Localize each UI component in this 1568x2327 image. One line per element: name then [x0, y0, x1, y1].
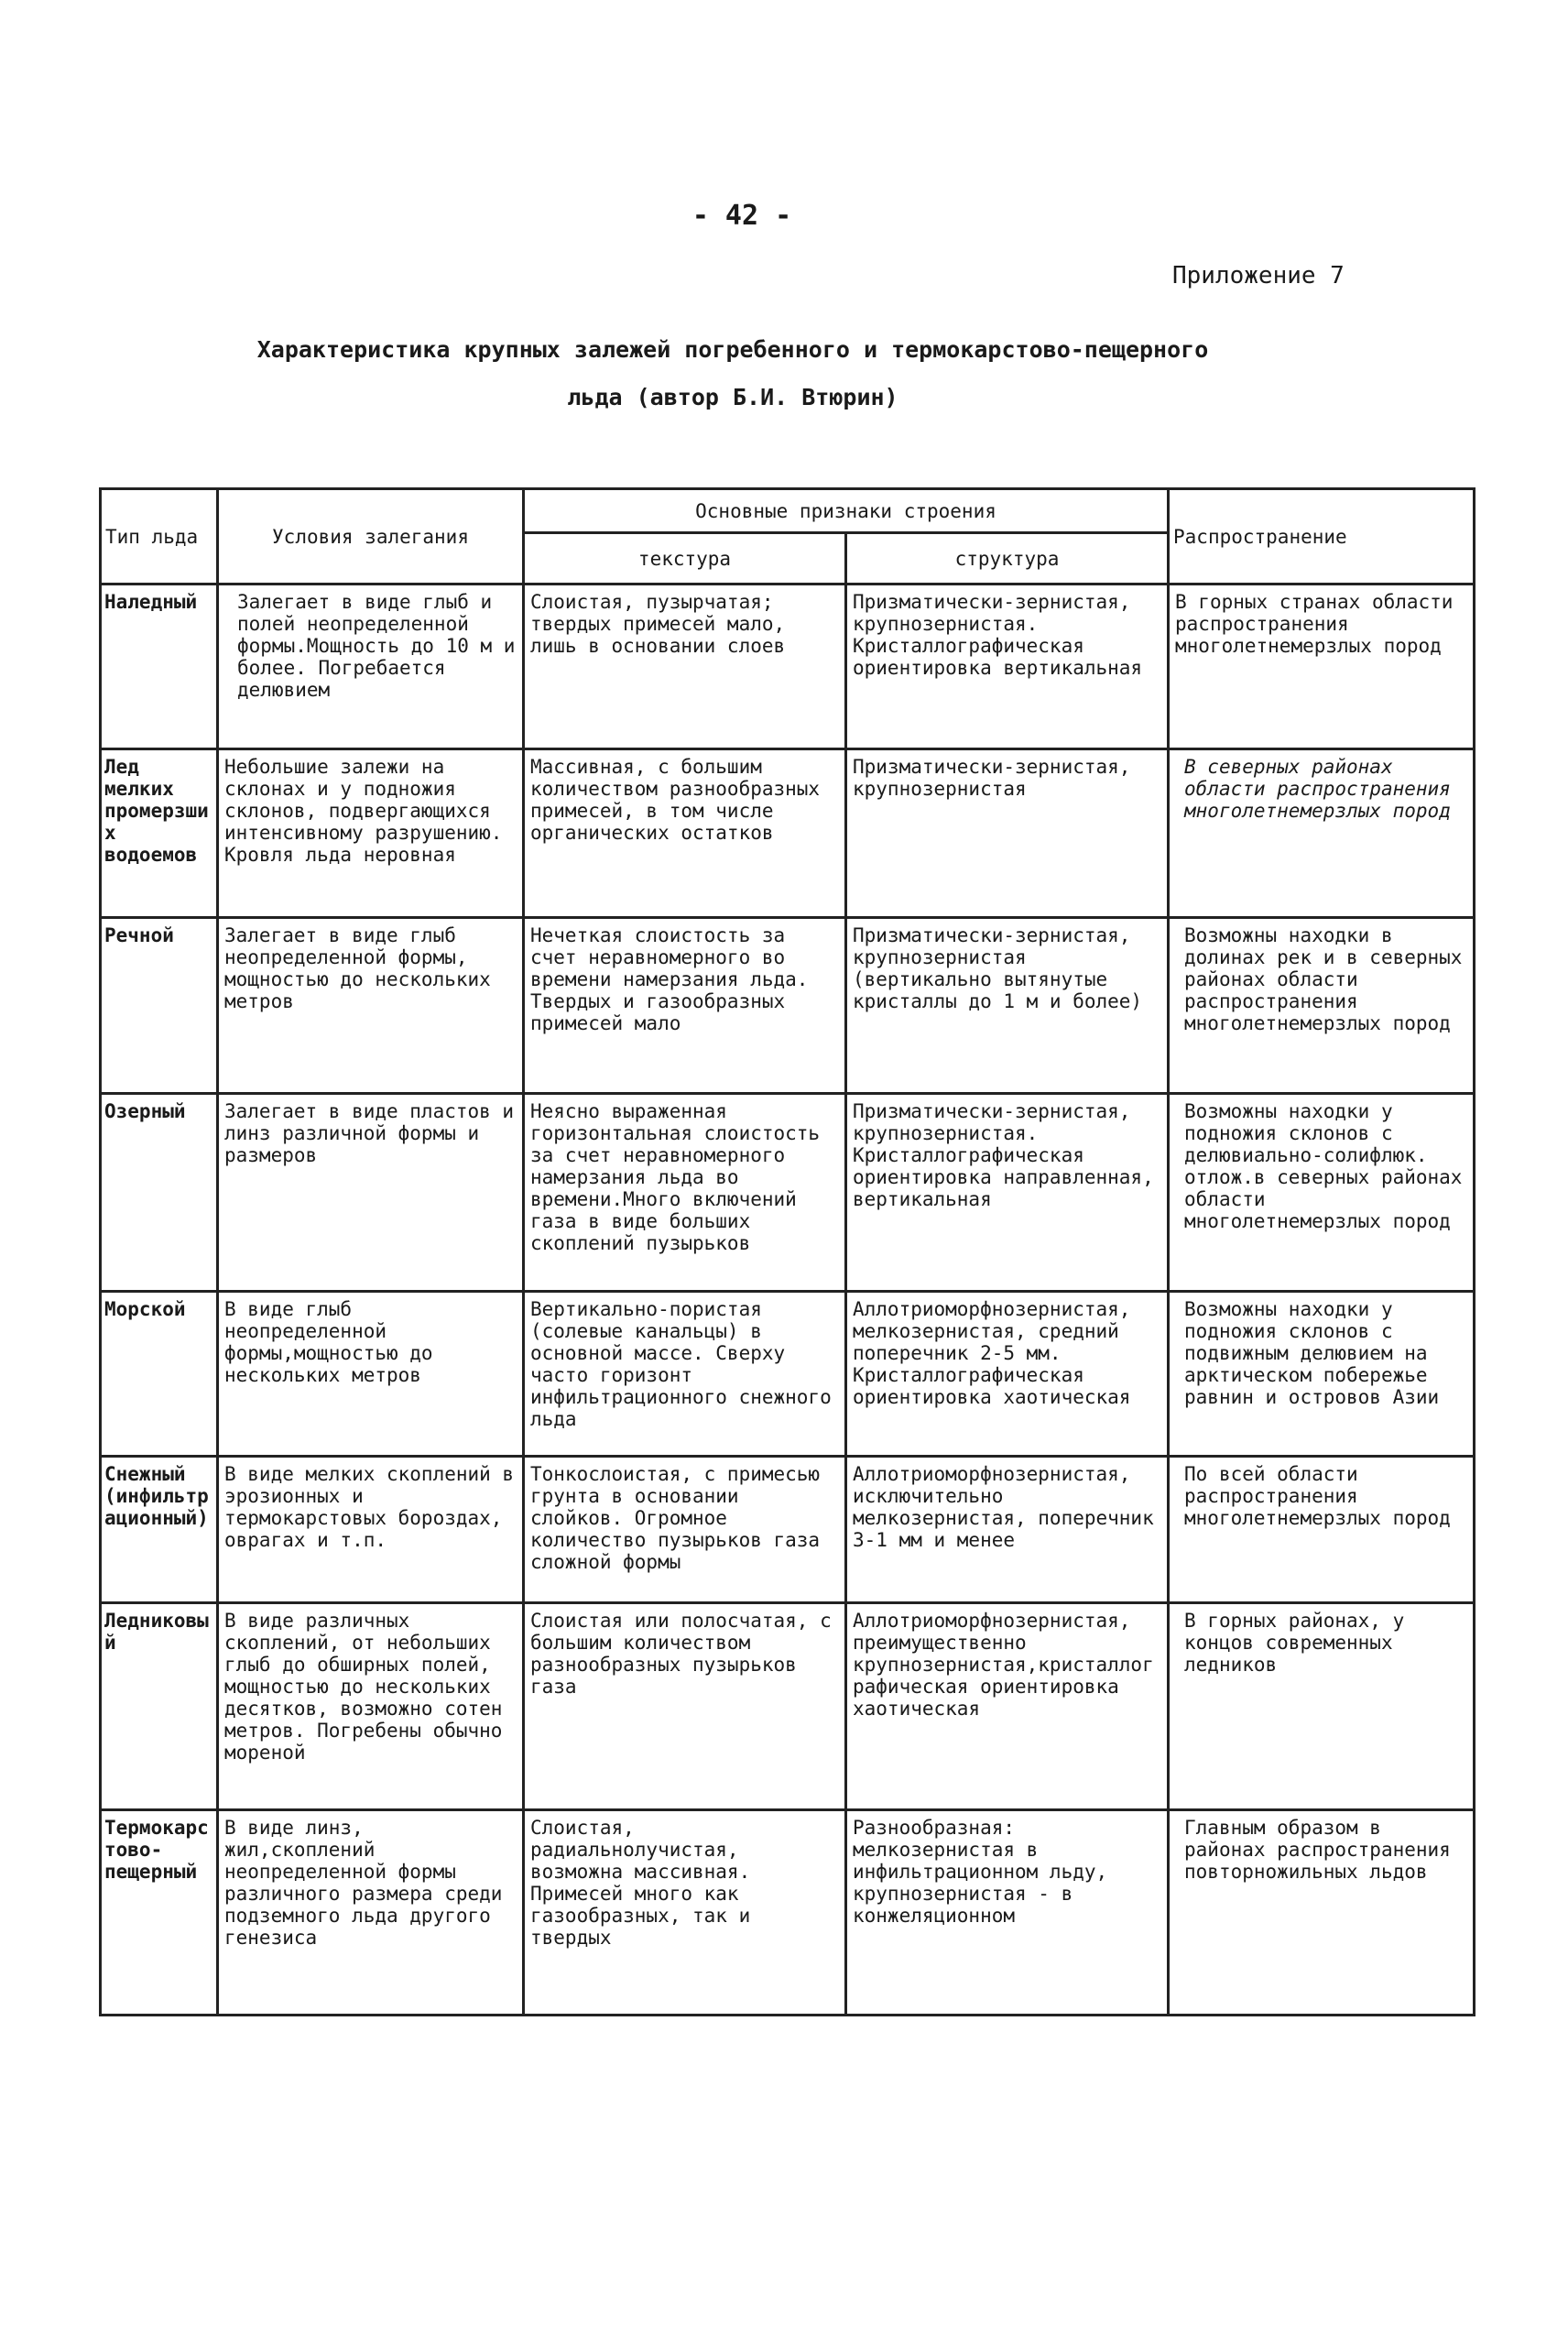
cell-conditions: Небольшие залежи на склонах и у подножия склонов, подвергающихся интенсивному разрушению. Кровля льда неровная: [218, 749, 524, 918]
cell-texture: Неясно выраженная горизонтальная слоистость за счет неравномерного намерзания льда во времени.Много включений газа в виде больших скоплений пузырьков: [524, 1094, 846, 1292]
header-spread: Распространение: [1169, 489, 1475, 584]
table-row: [101, 918, 1475, 1094]
header-conditions: Условия залегания: [218, 489, 524, 584]
cell-structure: Аллотриоморфнозернистая, преимущественно крупнозернистая,кристаллографическая ориентировка хаотическая: [846, 1603, 1169, 1810]
title-line-1: Характеристика крупных залежей погребенного и термокарстово-пещерного: [256, 336, 1209, 363]
cell-spread: Возможны находки у подножия склонов с делювиально-солифлюк. отлож.в северных районах области многолетнемерзлых пород: [1169, 1094, 1475, 1292]
cell-spread: В горных районах, у концов современных ледников: [1169, 1603, 1475, 1810]
cell-conditions: Залегает в виде пластов и линз различной формы и размеров: [218, 1094, 524, 1292]
header-texture: текстура: [524, 533, 846, 584]
cell-spread: По всей области распространения многолетнемерзлых пород: [1169, 1457, 1475, 1603]
cell-type: Морской: [101, 1292, 218, 1457]
table-row: [101, 1292, 1475, 1457]
cell-spread: Главным образом в районах распространения повторножильных льдов: [1169, 1810, 1475, 2016]
page-number: - 42 -: [691, 200, 792, 232]
header-type: Тип льда: [101, 489, 218, 584]
cell-texture: Массивная, с большим количеством разнообразных примесей, в том числе органических остатков: [524, 749, 846, 918]
cell-structure: Аллотриоморфнозернистая, исключительно мелкозернистая, поперечник 3-1 мм и менее: [846, 1457, 1169, 1603]
ice-deposits-table: [99, 487, 1475, 2016]
cell-conditions: Залегает в виде глыб и полей неопределенной формы.Мощность до 10 м и более. Погребается делювием: [218, 584, 524, 749]
cell-texture: Нечеткая слоистость за счет неравномерного во времени намерзания льда. Твердых и газообразных примесей мало: [524, 918, 846, 1094]
cell-structure: Призматически-зернистая, крупнозернистая. Кристаллографическая ориентировка вертикальная: [846, 584, 1169, 749]
cell-spread: В горных странах области распространения многолетнемерзлых пород: [1169, 584, 1475, 749]
table-row: [101, 749, 1475, 918]
cell-type: Речной: [101, 918, 218, 1094]
table-row: [101, 1603, 1475, 1810]
cell-structure: Призматически-зернистая, крупнозернистая: [846, 749, 1169, 918]
cell-texture: Тонкослоистая, с примесью грунта в основании слойков. Огромное количество пузырьков газа сложной формы: [524, 1457, 846, 1603]
cell-spread: Возможны находки у подножия склонов с подвижным делювием на арктическом побережье равнин и островов Азии: [1169, 1292, 1475, 1457]
cell-spread: В северных районах области распространения многолетнемерзлых пород: [1169, 749, 1475, 918]
cell-structure: Призматически-зернистая, крупнозернистая. Кристаллографическая ориентировка направленная, вертикальная: [846, 1094, 1169, 1292]
cell-texture: Вертикально-пористая (солевые канальцы) в основной массе. Сверху часто горизонт инфильтрационного снежного льда: [524, 1292, 846, 1457]
appendix-label: Приложение 7: [1172, 262, 1345, 290]
table-row: [101, 1810, 1475, 2016]
cell-type: Снежный (инфильтрационный): [101, 1457, 218, 1603]
cell-structure: Аллотриоморфнозернистая, мелкозернистая, средний поперечник 2-5 мм. Кристаллографическая ориентировка хаотическая: [846, 1292, 1169, 1457]
cell-structure: Призматически-зернистая, крупнозернистая (вертикально вытянутые кристаллы до 1 м и более): [846, 918, 1169, 1094]
cell-type: Лед мелких промерзших водоемов: [101, 749, 218, 918]
cell-type: Ледниковый: [101, 1603, 218, 1810]
cell-texture: Слоистая или полосчатая, с большим количеством разнообразных пузырьков газа: [524, 1603, 846, 1810]
cell-conditions: В виде различных скоплений, от небольших глыб до обширных полей, мощностью до нескольких десятков, возможно сотен метров. Погребены обычно мореной: [218, 1603, 524, 1810]
header-structure: структура: [846, 533, 1169, 584]
cell-type: Термокарстово-пещерный: [101, 1810, 218, 2016]
table-row: [101, 584, 1475, 749]
cell-conditions: Залегает в виде глыб неопределенной формы, мощностью до нескольких метров: [218, 918, 524, 1094]
cell-conditions: В виде линз, жил,скоплений неопределенной формы различного размера среди подземного льда другого генезиса: [218, 1810, 524, 2016]
cell-structure: Разнообразная: мелкозернистая в инфильтрационном льду, крупнозернистая - в конжеляционном: [846, 1810, 1169, 2016]
document-title: [92, 326, 1374, 421]
cell-conditions: В виде мелких скоплений в эрозионных и термокарстовых бороздах, оврагах и т.п.: [218, 1457, 524, 1603]
cell-type: Наледный: [101, 584, 218, 749]
table-row: [101, 1457, 1475, 1603]
cell-spread: Возможны находки в долинах рек и в северных районах области распространения многолетнемерзлых пород: [1169, 918, 1475, 1094]
cell-texture: Слоистая, пузырчатая; твердых примесей мало, лишь в основании слоев: [524, 584, 846, 749]
table-row: [101, 1094, 1475, 1292]
cell-texture: Слоистая, радиальнолучистая, возможна массивная. Примесей много как газообразных, так и твердых: [524, 1810, 846, 2016]
cell-type: Озерный: [101, 1094, 218, 1292]
cell-conditions: В виде глыб неопределенной формы,мощностью до нескольких метров: [218, 1292, 524, 1457]
title-line-2: льда (автор Б.И. Втюрин): [567, 384, 898, 410]
header-structure-group: Основные признаки строения: [524, 489, 1169, 533]
